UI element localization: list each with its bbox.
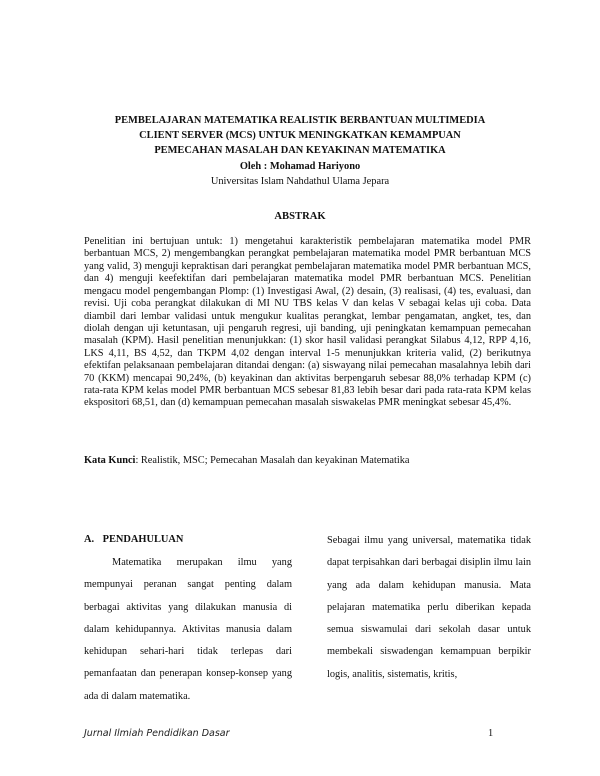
right-column-paragraph: Sebagai ilmu yang universal, matematika tidak dapat terpisahkan dari berbagai disiplin ilmu lain yang ada dalam kehidupan manusia. Mata pelajaran matematika perlu diberikan kepada semua siswamulai dari sekolah dasar untuk membekali siswadengan kemampuan berpikir logis, analitis, sistematis, kritis, xyxy=(327,535,531,680)
abstract-text: Penelitian ini bertujuan untuk: 1) mengetahui karakteristik pembelajaran matematika model PMR berbantuan MCS, 2) mengembangkan perangkat pembelajaran matematika model PMR berbantuan MCS yang valid, 3) menguji kepraktisan dari perangkat pembelajaran matematika model PMR berbantuan MCS, dan 4) menguji keefektifan dari pembelajaran matematika model PMR berbantuan MCS. Penelitian mengacu model pengembangan Plomp: (1) Investigasi Awal, (2) desain, (3) realisasi, (4) tes, evaluasi, dan revisi. Uji coba perangkat dilakukan di MI NU TBS kelas V dan kelas V sebagai kelas uji coba. Data diambil dari lembar validasi untuk mengukur kualitas perangkat, lembar pengamatan, angket, tes, dan diolah dengan uji ketuntasan, uji pengaruh regresi, uji banding, uji peningkatan kemampuan pemecahan masalah (KPM). Hasil penelitian menunjukkan: (1) skor hasil validasi perangkat Silabus 4,12, RPP 4,16, LKS 4,11, BS 4,52, dan TKPM 4,02 dengan interval 1-5 menunjukkan kriteria valid, (2) berikutnya efektifan pelaksanaan pembelajaran ditandai dengan: (a) siswayang nilai pemecahan masalahnya lebih dari 70 (KKM) mencapai 90,24%, (b) keyakinan dan aktivitas berpengaruh sebesar 88,0% terhadap KPM (c) rata-rata KPM kelas model PMR berbantuan MCS sebesar 81,83 lebih besar dari pada rata-rata KPM kelas ekspositori 68,51, dan (d) kemampuan pemecahan masalah siswakelas PMR meningkat sebesar 45,4%. xyxy=(84,236,531,409)
right-column xyxy=(327,530,531,686)
left-column xyxy=(84,530,292,708)
title-line-1: PEMBELAJARAN MATEMATIKA REALISTIK BERBANTUAN MULTIMEDIA xyxy=(114,115,486,126)
keywords-label: Kata Kunci xyxy=(84,455,136,466)
section-heading xyxy=(84,530,292,550)
paper-title xyxy=(60,113,540,158)
footer-journal-name: Jurnal Ilmiah Pendidikan Dasar xyxy=(84,728,230,739)
left-column-paragraph: Matematika merupakan ilmu yang mempunyai peranan sangat penting dalam berbagai aktivitas yang dilakukan manusia di dalam kehidupannya. Aktivitas manusia dalam kehidupan sehari-hari tidak terlepas dari pemanfaatan dan penerapan konsep-konsep yang ada di dalam matematika. xyxy=(84,557,292,702)
section-number: A. xyxy=(84,534,95,545)
author: Oleh : Mohamad Hariyono xyxy=(239,161,361,172)
section-title: PENDAHULUAN xyxy=(102,534,184,545)
affiliation: Universitas Islam Nahdathul Ulama Jepara xyxy=(210,176,390,187)
keywords-text: : Realistik, MSC; Pemecahan Masalah dan keyakinan Matematika xyxy=(135,455,410,466)
title-line-2: CLIENT SERVER (MCS) UNTUK MENINGKATKAN KEMAMPUAN xyxy=(139,130,461,141)
keywords xyxy=(84,455,531,467)
title-line-3: PEMECAHAN MASALAH DAN KEYAKINAN MATEMATIKA xyxy=(154,145,446,156)
abstract-heading: ABSTRAK xyxy=(274,211,326,222)
page-number: 1 xyxy=(488,728,494,739)
